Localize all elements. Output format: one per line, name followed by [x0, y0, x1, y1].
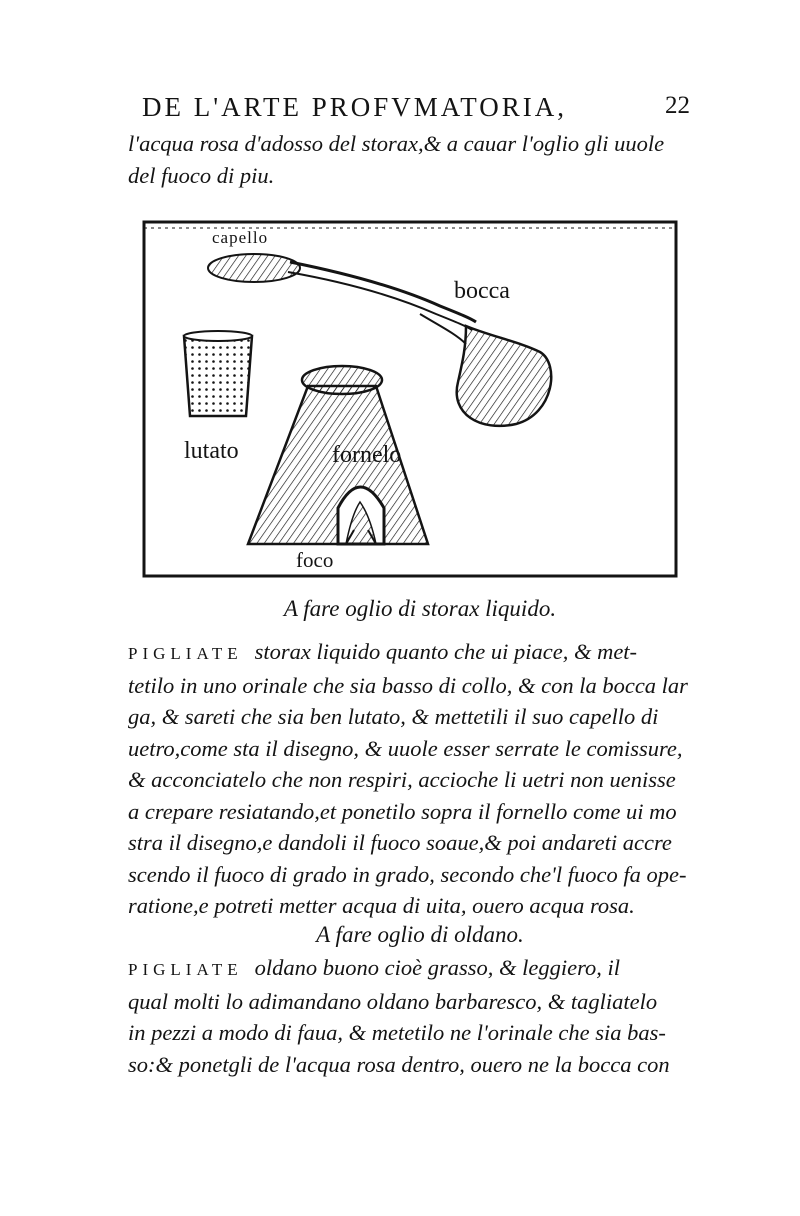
page-number: 22 — [665, 92, 690, 119]
distillation-woodcut — [140, 218, 680, 580]
running-head — [142, 92, 690, 126]
lutato-cup — [184, 331, 252, 416]
text-line-body: oldano buono cioè grasso, & leggiero, il — [254, 955, 621, 980]
intro-text — [128, 128, 712, 191]
woodcut-drawing — [140, 218, 680, 580]
text-line: qual molti lo adimandano oldano barbaresco, & tagliatelo — [128, 988, 658, 1014]
text-line: del fuoco di piu. — [128, 162, 275, 188]
fornelo-label: fornelo — [332, 442, 402, 468]
text-line: & acconciatelo che non respiri, accioche li uetri non uenisse — [128, 767, 676, 792]
recipe-paragraph — [128, 952, 712, 1080]
text-line-body: storax liquido quanto che ui piace, & met- — [254, 639, 638, 664]
section-heading: A fare oglio di storax liquido. — [283, 596, 557, 621]
text-line: in pezzi a modo di faua, & metetilo ne l'orinale che sia bas- — [128, 1020, 666, 1045]
lead-word: PIGLIATE — [128, 960, 243, 979]
text-line: ga, & sareti che sia ben lutato, & mettetili il suo capello di — [128, 704, 659, 729]
lead-word: PIGLIATE — [128, 644, 243, 663]
text-line: a crepare resiatando,et ponetilo sopra il fornello come ui mo — [128, 798, 677, 824]
lutato-label: lutato — [184, 438, 239, 464]
text-line — [128, 636, 712, 670]
text-line: stra il disegno,e dandoli il fuoco soaue,& poi andareti accre — [128, 830, 672, 855]
text-line: uetro,come sta il disegno, & uuole esser serrate le comissure, — [128, 735, 683, 761]
section-heading: A fare oglio di oldano. — [316, 922, 524, 947]
capello-label: capello — [212, 228, 269, 247]
recipe-paragraph — [128, 636, 712, 922]
text-line: scendo il fuoco di grado in grado, secondo che'l fuoco fa ope- — [128, 861, 687, 887]
bocca-label: bocca — [454, 278, 510, 304]
text-line — [128, 952, 712, 986]
running-head-title: DE L'ARTE PROFVMATORIA, — [142, 92, 568, 122]
text-line: l'acqua rosa d'adosso del storax,& a cauar l'oglio gli uuole — [128, 131, 665, 156]
text-line: tetilo in uno orinale che sia basso di collo, & con la bocca lar — [128, 672, 688, 698]
text-line: so:& ponetgli de l'acqua rosa dentro, ouero ne la bocca con — [128, 1051, 670, 1077]
text-line: ratione,e potreti metter acqua di uita, ouero acqua rosa. — [128, 893, 635, 918]
foco-label: foco — [296, 548, 334, 572]
